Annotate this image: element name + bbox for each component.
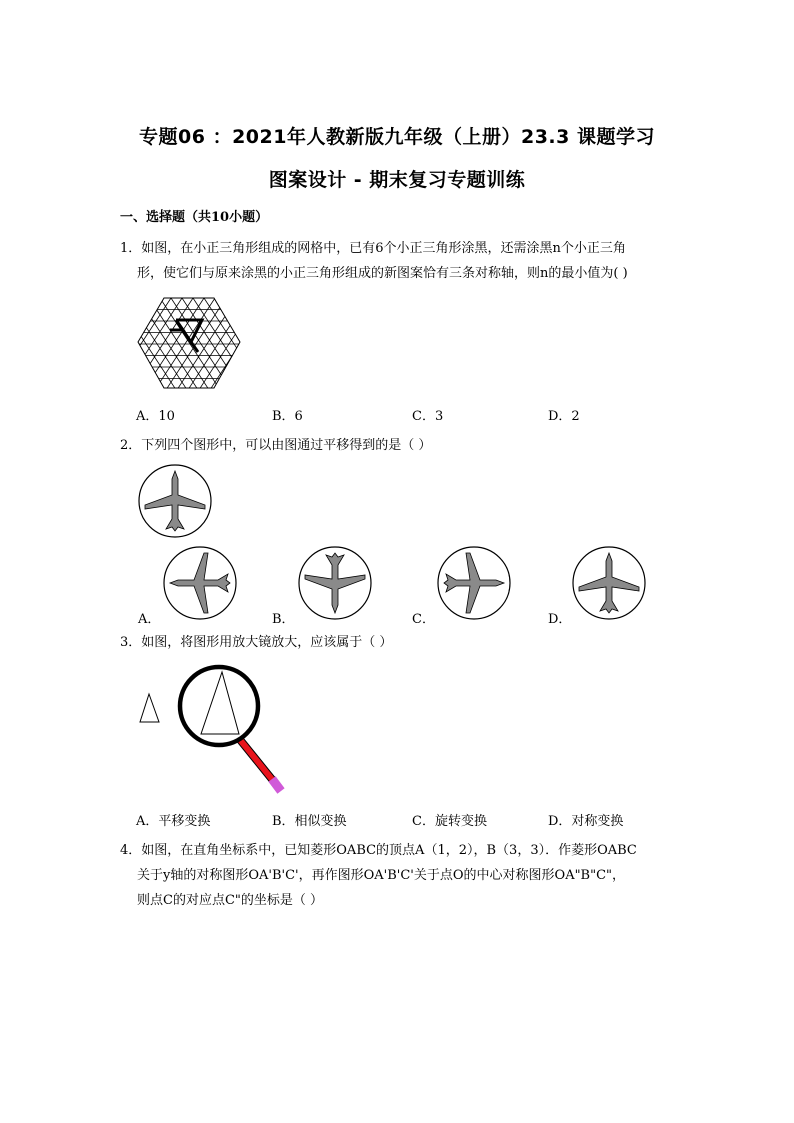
question-3-line1: 3．如图，将图形用放大镜放大，应该属于（ ） xyxy=(120,635,393,650)
document-title-line1: 专题06 ：2021年人教新版九年级（上册）23.3 课题学习 xyxy=(139,126,655,148)
airplane-option-d-icon[interactable] xyxy=(571,545,647,621)
question-4-line1: 4．如图，在直角坐标系中，已知菱形OABC的顶点A（1，2），B（3，3）．作菱形OABC xyxy=(120,843,637,858)
airplane-original-icon xyxy=(137,463,213,539)
q1-option-a[interactable]: A．10 xyxy=(136,409,175,424)
q3-option-a[interactable]: A．平移变换 xyxy=(136,814,211,829)
q3-option-d[interactable]: D．对称变换 xyxy=(548,814,624,829)
question-2 xyxy=(120,433,680,458)
q2-option-b[interactable]: B． xyxy=(272,612,295,627)
document-title-line2: 图案设计 - 期末复习专题训练 xyxy=(268,169,526,191)
question-1-line1: 1．如图，在小正三角形组成的网格中，已有6个小正三角形涂黑，还需涂黑n个小正三角 xyxy=(120,241,626,256)
triangle-grid-figure xyxy=(136,296,242,390)
magnifier-handle-tip xyxy=(272,779,281,791)
magnifier-figure xyxy=(135,660,295,800)
q1-option-c[interactable]: C．3 xyxy=(412,409,444,424)
question-1 xyxy=(120,236,680,286)
question-4-line2: 关于y轴的对称图形OA'B'C'，再作图形OA'B'C'关于点O的中心对称图形OA"B"C"， xyxy=(137,868,626,883)
q2-option-c[interactable]: C． xyxy=(412,612,435,627)
airplane-option-b-icon[interactable] xyxy=(297,545,373,621)
question-1-line2: 形，使它们与原来涂黑的小正三角形组成的新图案恰有三条对称轴，则n的最小值为( ) xyxy=(137,266,628,281)
section-heading: 一、选择题（共10小题） xyxy=(120,210,269,225)
q1-option-b[interactable]: B．6 xyxy=(272,409,303,424)
question-3 xyxy=(120,630,680,655)
q2-option-d[interactable]: D． xyxy=(548,612,572,627)
question-4-line3: 则点C的对应点C"的坐标是（ ） xyxy=(137,893,324,908)
question-2-line1: 2．下列四个图形中，可以由图通过平移得到的是（ ） xyxy=(120,438,432,453)
q1-option-d[interactable]: D．2 xyxy=(548,409,580,424)
q2-option-a[interactable]: A． xyxy=(138,612,161,627)
airplane-option-a-icon[interactable] xyxy=(162,545,238,621)
q3-option-b[interactable]: B．相似变换 xyxy=(272,814,347,829)
q3-option-c[interactable]: C．旋转变换 xyxy=(412,814,487,829)
airplane-option-c-icon[interactable] xyxy=(436,545,512,621)
question-4 xyxy=(120,838,680,913)
